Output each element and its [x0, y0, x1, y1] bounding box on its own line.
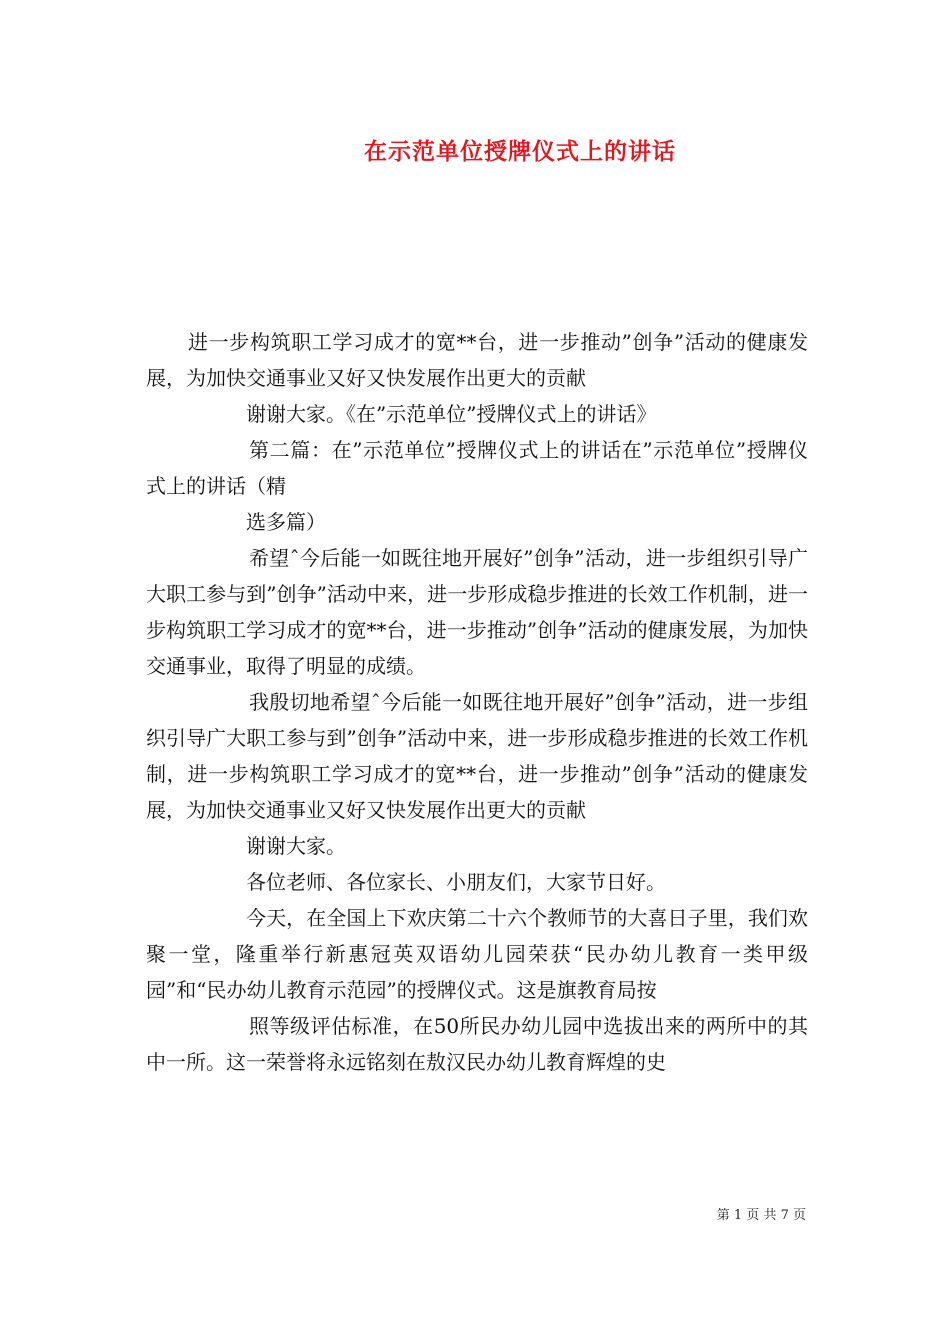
- paragraph: 谢谢大家。: [246, 834, 346, 858]
- paragraph: 谢谢大家。《在”示范单位”授牌仪式上的讲话》: [246, 402, 657, 426]
- paragraph: 第二篇：在”示范单位”授牌仪式上的讲话在”示范单位”授牌仪式上的讲话（精: [146, 438, 808, 498]
- paragraph: 照等级评估标准，在50所民办幼儿园中选拔出来的两所中的其中一所。这一荣誉将永远铭刻在敖汉民办幼儿教育辉煌的史: [146, 1014, 808, 1074]
- paragraph: 我殷切地希望ˆ今后能一如既往地开展好”创争”活动，进一步组织引导广大职工参与到”创争”活动中来，进一步形成稳步推进的长效工作机制，进一步构筑职工学习成才的宽**台，进一步推动”创争”活动的健康发展，为加快交通事业又好又快发展作出更大的贡献: [146, 690, 808, 822]
- page-title: 在示范单位授牌仪式上的讲话: [364, 138, 676, 165]
- page-number-footer: 第 1 页 共 7 页: [716, 1208, 806, 1223]
- paragraph: 进一步构筑职工学习成才的宽**台，进一步推动”创争”活动的健康发展，为加快交通事业又好又快发展作出更大的贡献: [146, 330, 808, 390]
- paragraph: 希望ˆ今后能一如既往地开展好”创争”活动，进一步组织引导广大职工参与到”创争”活动中来，进一步形成稳步推进的长效工作机制，进一步构筑职工学习成才的宽**台，进一步推动”创争”活动的健康发展，为加快交通事业，取得了明显的成绩。: [146, 546, 808, 678]
- paragraph: 各位老师、各位家长、小朋友们，大家节日好。: [246, 870, 666, 894]
- document-body: [146, 324, 808, 1080]
- paragraph: 今天，在全国上下欢庆第二十六个教师节的大喜日子里，我们欢聚一堂，隆重举行新惠冠英双语幼儿园荣获“民办幼儿教育一类甲级园”和“民办幼儿教育示范园”的授牌仪式。这是旗教育局按: [146, 906, 808, 1002]
- paragraph: 选多篇）: [246, 510, 326, 534]
